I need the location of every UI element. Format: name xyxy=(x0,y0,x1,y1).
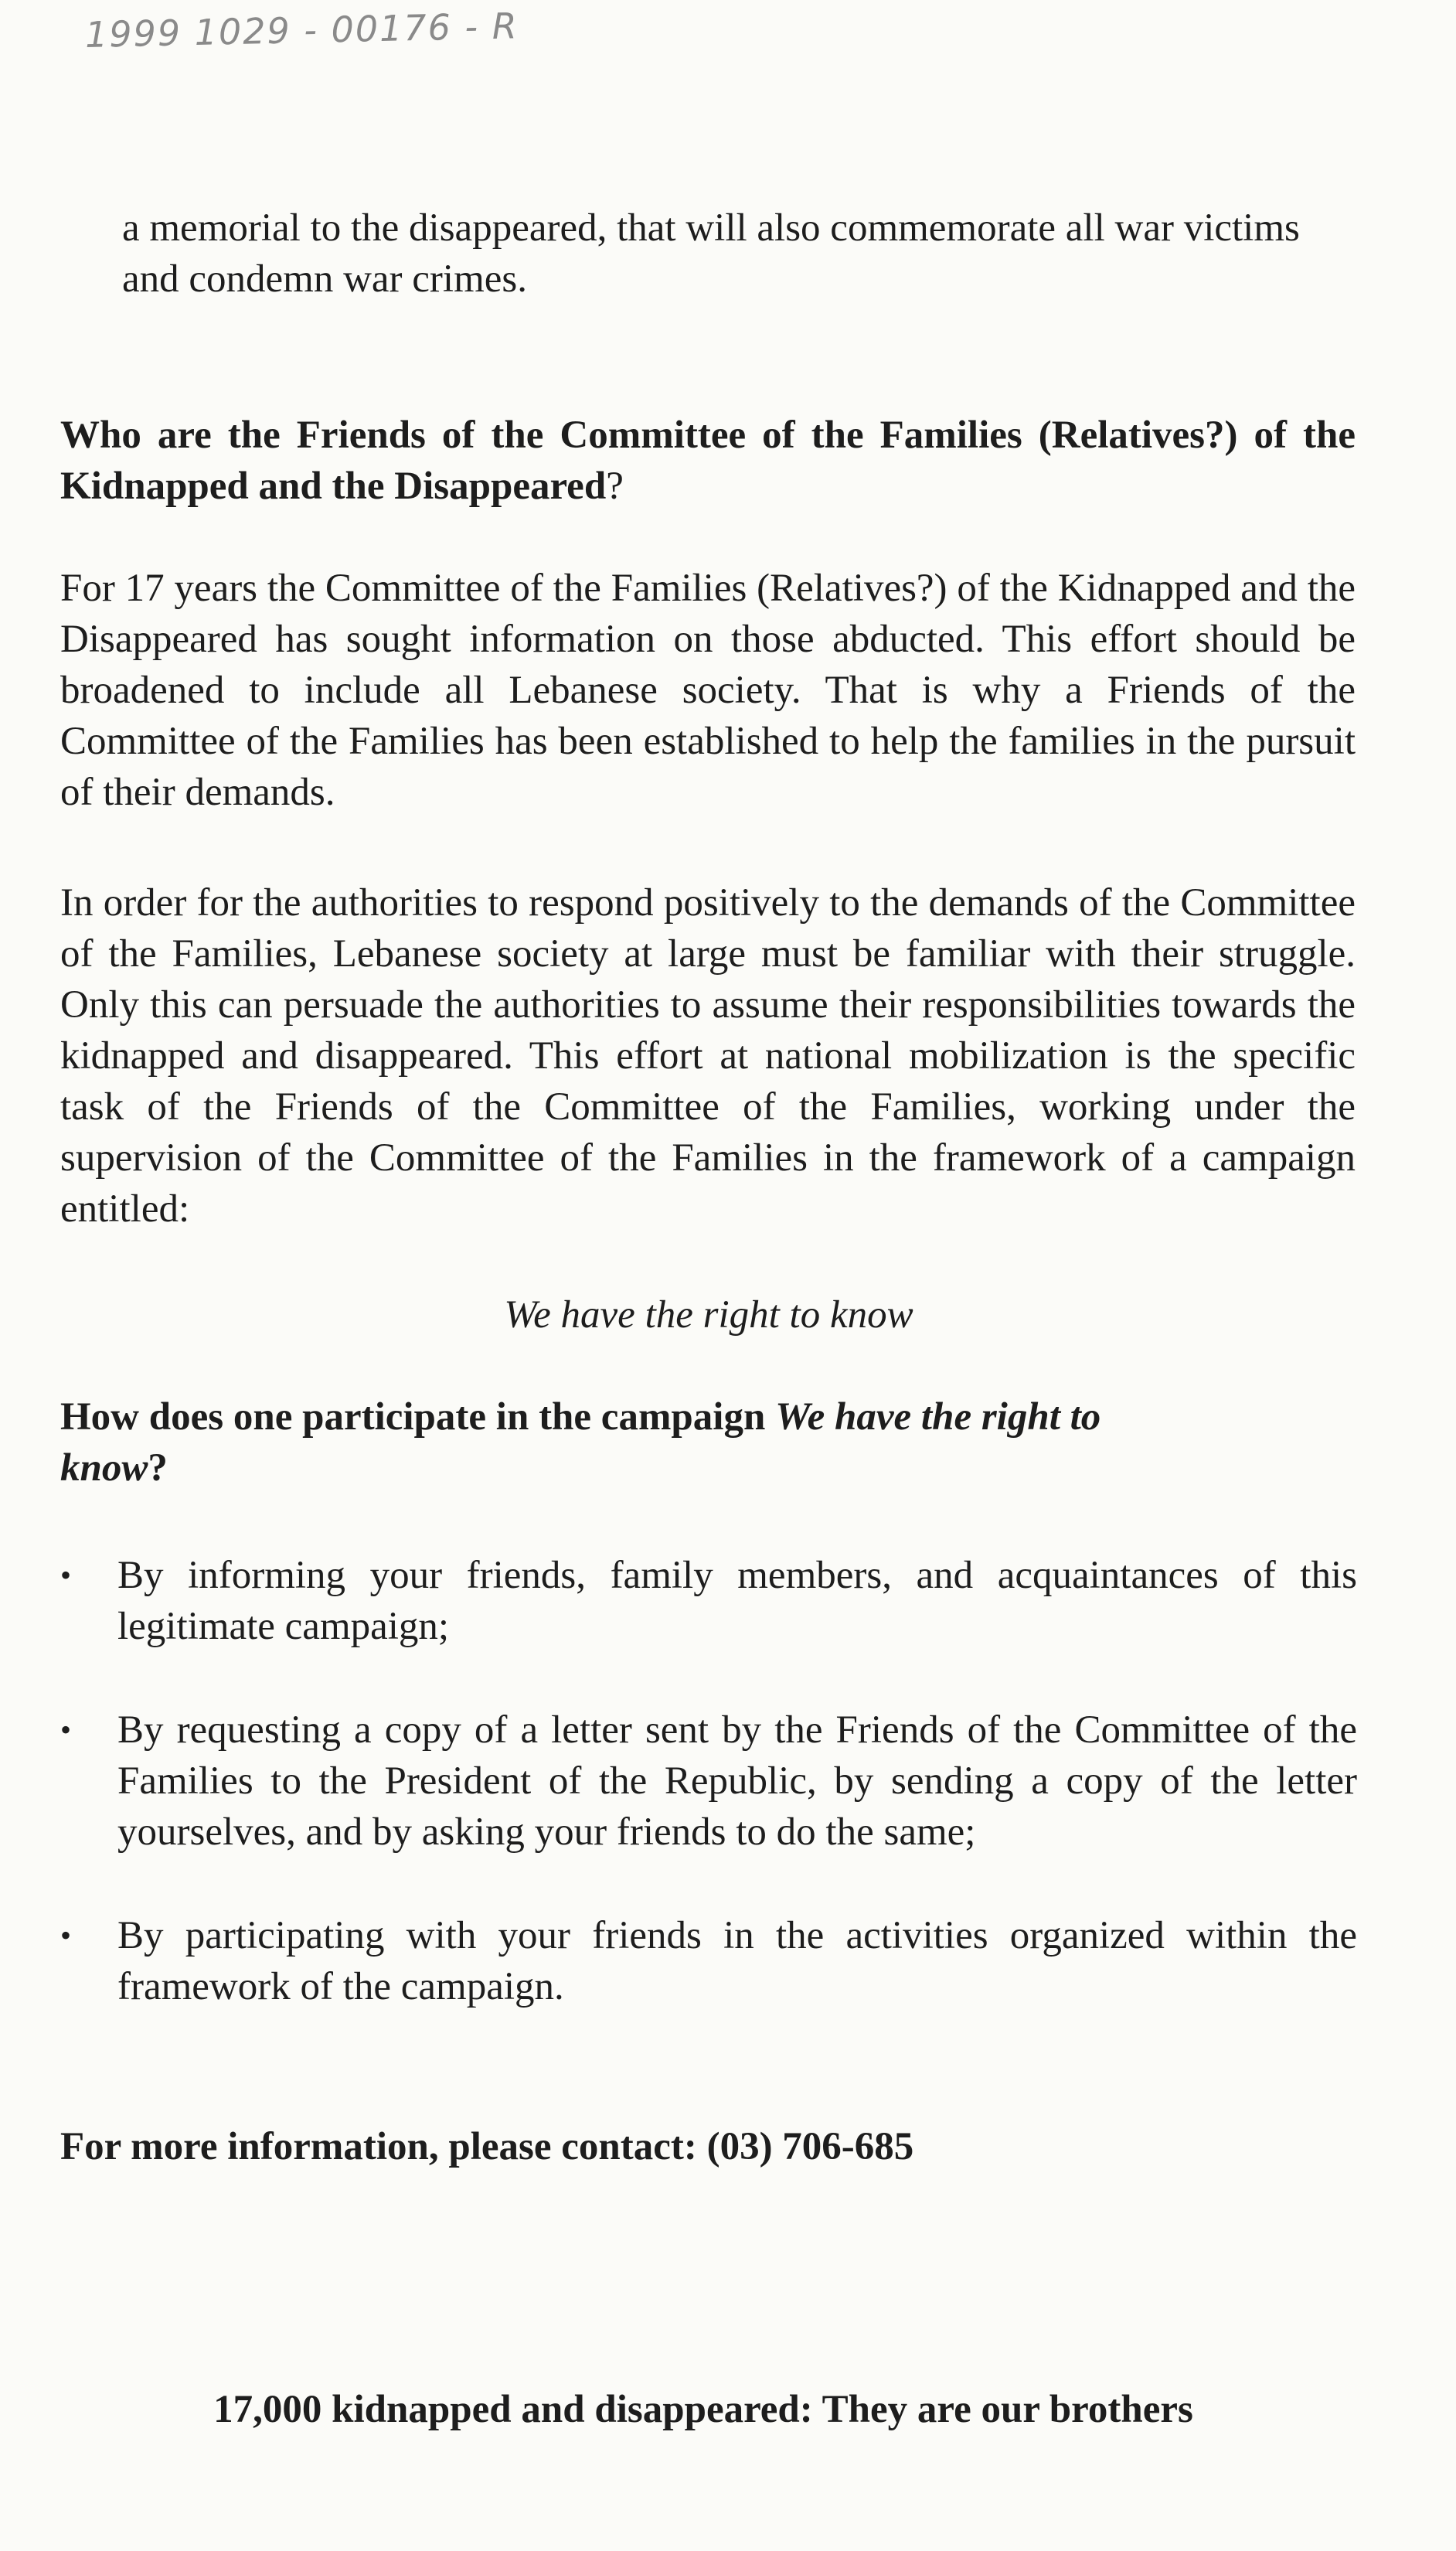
list-item-text: By requesting a copy of a letter sent by the Friends of the Committee of the Families to the President of the Republic, by sending a copy of the letter yourselves, and by asking your friends to do the same; xyxy=(117,1708,1357,1854)
handwritten-reference-number: 1999 1029 - 00176 - R xyxy=(84,5,519,56)
heading-how-to-participate xyxy=(60,1391,1356,1493)
heading-who-are-friends-text: Who are the Friends of the Committee of the Families (Relatives?) of the Kidnapped and the Disappeared xyxy=(60,414,1356,508)
bullet-dot-icon: • xyxy=(60,1712,72,1747)
contact-line: For more information, please contact: (03) 706-685 xyxy=(60,2125,914,2168)
list-item-text: By participating with your friends in the activities organized within the framework of the campaign. xyxy=(117,1914,1357,2008)
bullet-dot-icon: • xyxy=(60,1918,72,1953)
list-item xyxy=(60,1705,1357,1858)
participation-list xyxy=(60,1550,1357,2065)
bullet-dot-icon: • xyxy=(60,1558,72,1592)
list-item xyxy=(60,1550,1357,1652)
heading-how-text: How does one participate in the campaign xyxy=(60,1395,776,1439)
list-item xyxy=(60,1910,1357,2012)
heading-who-are-friends-qmark: ? xyxy=(606,465,624,508)
list-item-text: By informing your friends, family members, and acquaintances of this legitimate campaign; xyxy=(117,1554,1357,1648)
heading-how-italic-2: know xyxy=(60,1446,148,1490)
paragraph-national-mobilization: In order for the authorities to respond positively to the demands of the Committee of the Families, Lebanese society at large must be familiar with their struggle. Only this can persuade the authorities to assume their responsibilities towards the kidnapped and disappeared. This effort at national mobilization is the specific task of the Friends of the Committee of the Families, working under the supervision of the Committee of the Families in the framework of a campaign entitled: xyxy=(60,881,1356,1231)
heading-how-qmark: ? xyxy=(148,1446,168,1490)
paragraph-committee-history: For 17 years the Committee of the Families (Relatives?) of the Kidnapped and the Disappeared has sought information on those abducted. This effort should be broadened to include all Lebanese society. That is why a Friends of the Committee of the Families has been established to help the families in the pursuit of their demands. xyxy=(60,567,1356,814)
heading-how-italic-1: We have the right to xyxy=(775,1395,1101,1439)
continuation-paragraph: a memorial to the disappeared, that will also commemorate all war victims and condemn war crimes. xyxy=(122,206,1300,301)
campaign-motto: We have the right to know xyxy=(504,1293,913,1337)
footer-slogan: 17,000 kidnapped and disappeared: They are our brothers xyxy=(213,2388,1193,2431)
heading-who-are-friends xyxy=(60,410,1356,512)
